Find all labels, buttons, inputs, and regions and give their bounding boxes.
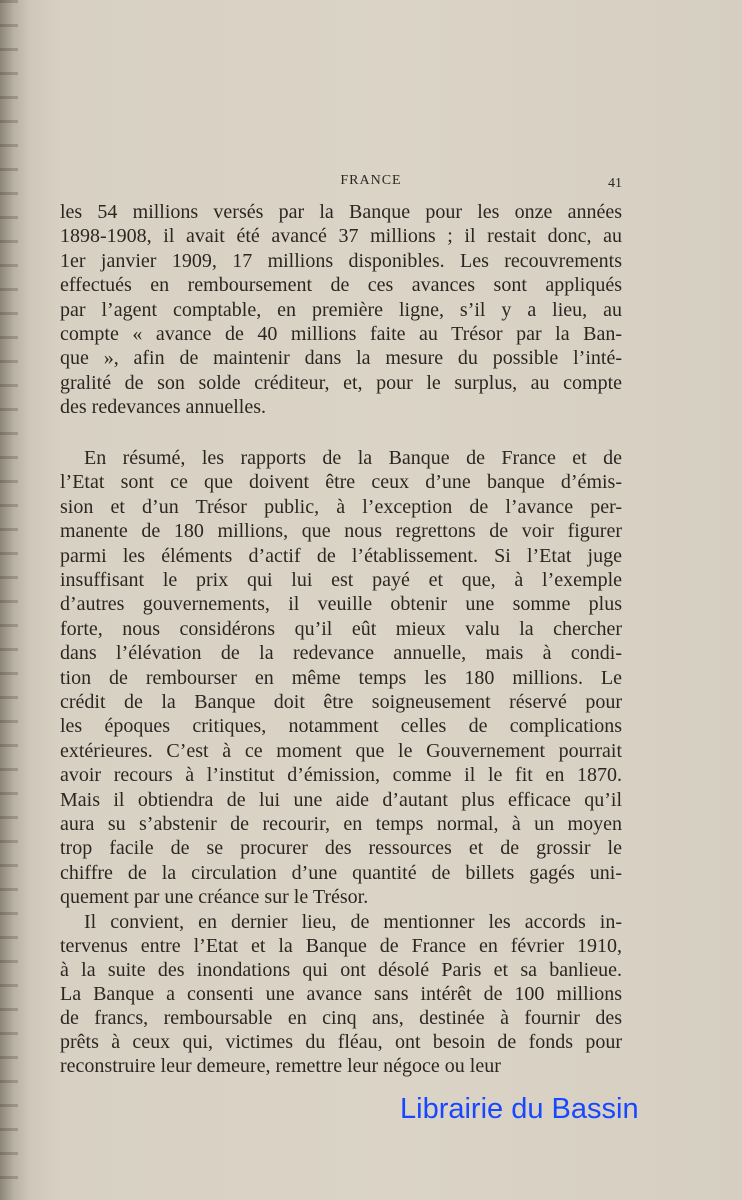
text-line: compte « avance de 40 millions faite au Trésor par la Ban-	[60, 323, 622, 345]
text-line: effectués en remboursement de ces avances sont appliqués	[60, 274, 622, 297]
text-line: tervenus entre l’Etat et la Banque de France en février 1910,	[60, 935, 622, 957]
text-line: les époques critiques, notamment celles de complications	[60, 715, 622, 738]
text-line: En résumé, les rapports de la Banque de France et de	[84, 447, 622, 469]
text-line: de francs, remboursable en cinq ans, destinée à fournir des	[60, 1007, 622, 1029]
text-line: des redevances annuelles.	[60, 396, 267, 419]
text-line: l’Etat sont ce que doivent être ceux d’une banque d’émis-	[60, 471, 622, 494]
page-number: 41	[608, 176, 622, 191]
text-line: à la suite des inondations qui ont désolé Paris et sa banlieue.	[60, 959, 622, 981]
text-line: d’autres gouvernements, il veuille obtenir une somme plus	[60, 593, 622, 616]
text-line: les 54 millions versés par la Banque pour les onze années	[60, 201, 622, 223]
text-line: sion et d’un Trésor public, à l’exception de l’avance per-	[60, 495, 622, 518]
text-line: 1er janvier 1909, 17 millions disponibles. Les recouvrements	[60, 249, 622, 272]
text-line: 1898-1908, il avait été avancé 37 millions ; il restait donc, au	[60, 225, 622, 248]
text-line: par l’agent comptable, en première ligne, s’il y a lieu, au	[60, 298, 622, 321]
text-line: chiffre de la circulation d’une quantité de billets gagés uni-	[60, 861, 622, 884]
text-line: aura su s’abstenir de recourir, en temps normal, à un moyen	[60, 813, 622, 835]
text-line: reconstruire leur demeure, remettre leur négoce ou leur	[60, 1055, 501, 1077]
text-line: trop facile de se procurer des ressources et de grossir le	[60, 837, 622, 860]
text-line: que », afin de maintenir dans la mesure du possible l’inté-	[60, 347, 622, 370]
text-line: manente de 180 millions, que nous regrettons de voir figurer	[60, 520, 622, 543]
running-title: FRANCE	[340, 173, 402, 188]
text-line: Mais il obtiendra de lui une aide d’autant plus efficace qu’il	[60, 788, 622, 811]
text-line: prêts à ceux qui, victimes du fléau, ont besoin de fonds pour	[60, 1031, 622, 1053]
text-line: tion de rembourser en même temps les 180 millions. Le	[60, 666, 622, 689]
text-line: La Banque a consenti une avance sans intérêt de 100 millions	[60, 983, 622, 1005]
text-line: Il convient, en dernier lieu, de mentionner les accords in-	[84, 911, 622, 933]
text-line: avoir recours à l’institut d’émission, comme il le fit en 1870.	[60, 764, 622, 787]
text-line: parmi les éléments d’actif de l’établissement. Si l’Etat juge	[60, 544, 622, 567]
text-line: gralité de son solde créditeur, et, pour le surplus, au compte	[60, 371, 622, 394]
text-line: insuffisant le prix qui lui est payé et que, à l’exemple	[60, 569, 622, 591]
text-line: crédit de la Banque doit être soigneusement réservé pour	[60, 691, 622, 713]
text-line: dans l’élévation de la redevance annuelle, mais à condi-	[60, 642, 622, 665]
text-line: quement par une créance sur le Trésor.	[60, 886, 369, 909]
text-line: extérieures. C’est à ce moment que le Gouvernement pourrait	[60, 739, 622, 762]
watermark: Librairie du Bassin	[400, 1093, 639, 1125]
text-line: forte, nous considérons qu’il eût mieux valu la chercher	[60, 617, 622, 640]
